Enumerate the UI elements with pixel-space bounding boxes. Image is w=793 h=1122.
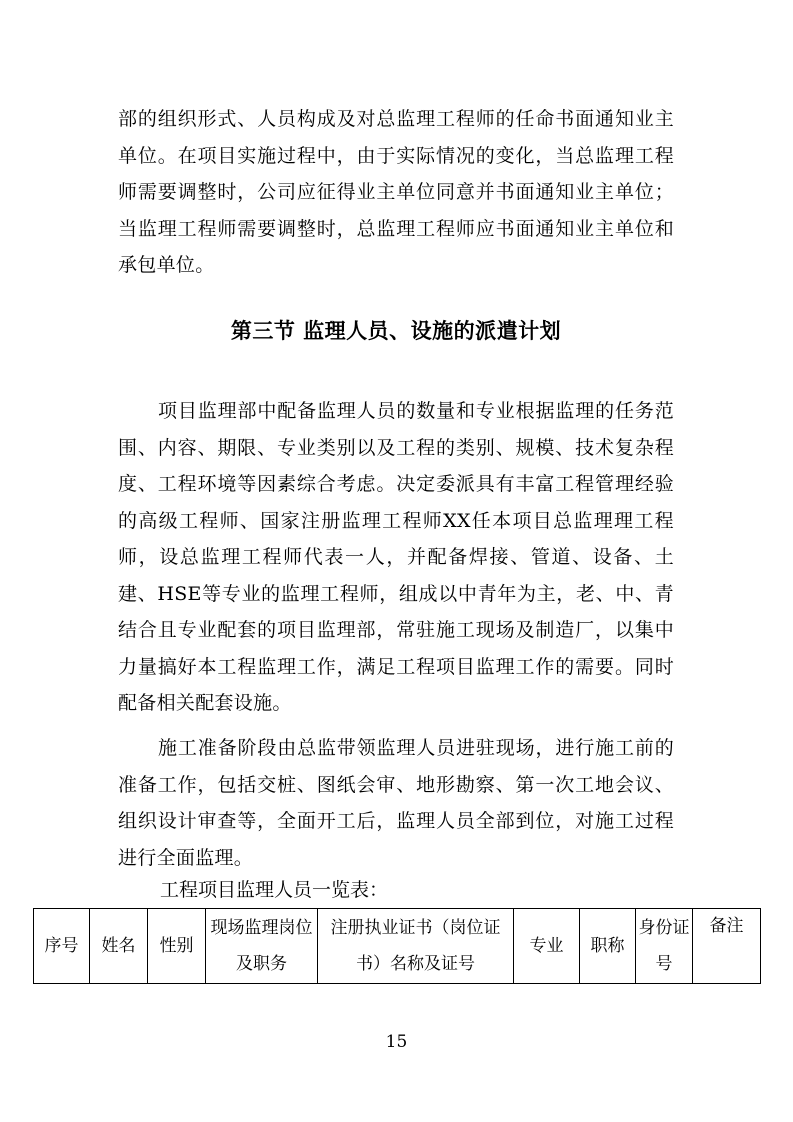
header-name: 姓名 — [90, 909, 148, 984]
table-header-row — [34, 909, 761, 984]
section-heading: 第三节 监理人员、设施的派遣计划 — [230, 319, 562, 343]
paragraph-staffing-plan: 项目监理部中配备监理人员的数量和专业根据监理的任务范围、内容、期限、专业类别以及工程的类别、规模、技术复杂程度、工程环境等因素综合考虑。决定委派具有丰富工程管理经验的高级工程师、国家注册监理工程师XX任本项目总监理理工程师，设总监理工程师代表一人，并配备焊接、管道、设备、土建、HSE等专业的监理工程师，组成以中青年为主，老、中、青结合且专业配套的项目监理部，常驻施工现场及制造厂，以集中力量搞好本工程监理工作，满足工程项目监理工作的需要。同时配备相关配套设施。 — [118, 400, 674, 714]
header-position: 现场监理岗位及职务 — [206, 909, 318, 984]
staff-list-table — [33, 908, 761, 984]
paragraph-org-notice: 部的组织形式、人员构成及对总监理工程师的任命书面通知业主单位。在项目实施过程中，由于实际情况的变化，当总监理工程师需要调整时，公司应征得业主单位同意并书面通知业主单位；当监理工程师需要调整时，总监理工程师应书面通知业主单位和承包单位。 — [118, 108, 674, 276]
table-caption: 工程项目监理人员一览表： — [160, 879, 389, 901]
header-title: 职称 — [580, 909, 636, 984]
header-remarks: 备注 — [693, 909, 761, 984]
header-gender: 性别 — [148, 909, 206, 984]
paragraph-preparation-stage: 施工准备阶段由总监带领监理人员进驻现场，进行施工前的准备工作，包括交桩、图纸会审、地形勘察、第一次工地会议、组织设计审查等，全面开工后，监理人员全部到位，对施工过程进行全面监理。 — [118, 737, 674, 869]
header-certificate: 注册执业证书（岗位证书）名称及证号 — [318, 909, 514, 984]
header-id-number: 身份证号 — [636, 909, 693, 984]
header-serial: 序号 — [34, 909, 90, 984]
page-number: 15 — [385, 1032, 408, 1052]
header-specialty: 专业 — [514, 909, 580, 984]
